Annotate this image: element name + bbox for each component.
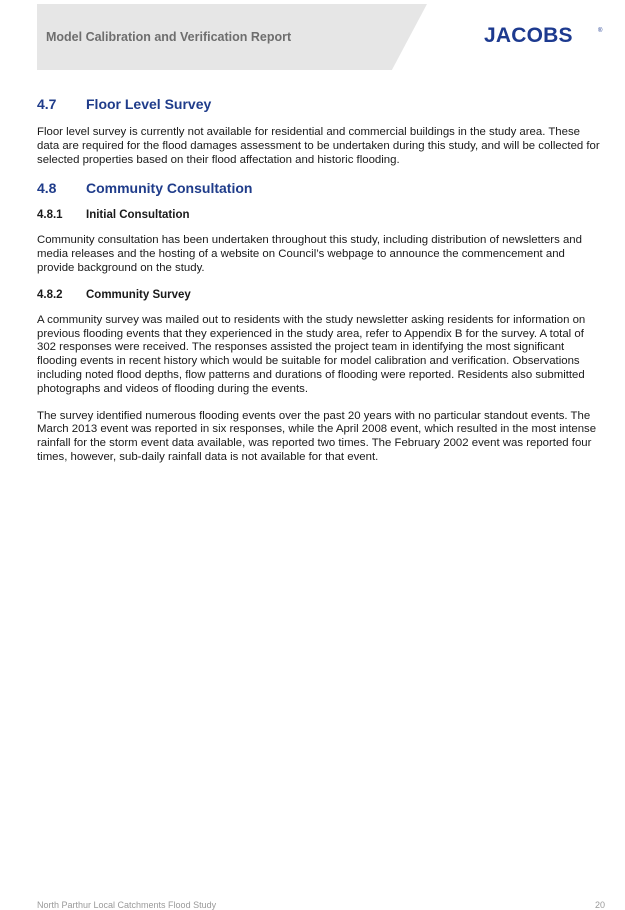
paragraph-community-survey-2: The survey identified numerous flooding events over the past 20 years with no particular standout events. The March 2013 event was reported in six responses, while the April 2008 event, which resulted in the most intense rainfall for the storm event data available, was reported two times. The February 2002 event was reported four times, however, sub-daily rainfall data is not available for that event.: [37, 409, 597, 463]
section-title: Community Consultation: [86, 180, 253, 197]
subsection-title: Community Survey: [86, 288, 191, 301]
paragraph-community-survey-1: A community survey was mailed out to residents with the study newsletter asking residents for information on previous flooding events that they experienced in the study area, refer to Appendix B for the survey. A total of 302 responses were received. The responses assisted the project team in identifying the most significant flooding events in recent history which would be suitable for model calibration and verification. Observations including noted flood depths, flow patterns and durations of flooding were reported. Residents also submitted photographs and videos of flooding during the events.: [37, 313, 586, 395]
registered-mark: ®: [598, 28, 603, 34]
heading-4-8: [37, 180, 605, 198]
heading-4-7: [37, 96, 605, 114]
heading-4-8-1: [37, 209, 605, 221]
subsection-number: 4.8.2: [37, 288, 63, 301]
footer-page-number: 20: [594, 900, 605, 910]
page-footer: [37, 900, 605, 910]
paragraph-initial-consultation: Community consultation has been undertaken throughout this study, including distribution of newsletters and media releases and the hosting of a website on Council’s webpage to announce the commencement and provide background on the study.: [37, 234, 582, 274]
subsection-number: 4.8.1: [37, 209, 63, 222]
report-title: Model Calibration and Verification Report: [46, 30, 292, 44]
paragraph-floor-level: Floor level survey is currently not available for residential and commercial buildings in the study area. These data are required for the flood damages assessment to be undertaken during this study, and will be collected for selected properties based on their flood affectation and historic flooding.: [37, 126, 600, 166]
subsection-title: Initial Consultation: [86, 209, 190, 222]
footer-document-name: North Parthur Local Catchments Flood Study: [37, 900, 217, 910]
section-title: Floor Level Survey: [86, 96, 212, 112]
page-content: [37, 96, 605, 465]
jacobs-logo: JACOBS: [484, 24, 573, 47]
section-number: 4.7: [37, 96, 57, 112]
section-number: 4.8: [37, 180, 57, 197]
heading-4-8-2: [37, 289, 605, 301]
